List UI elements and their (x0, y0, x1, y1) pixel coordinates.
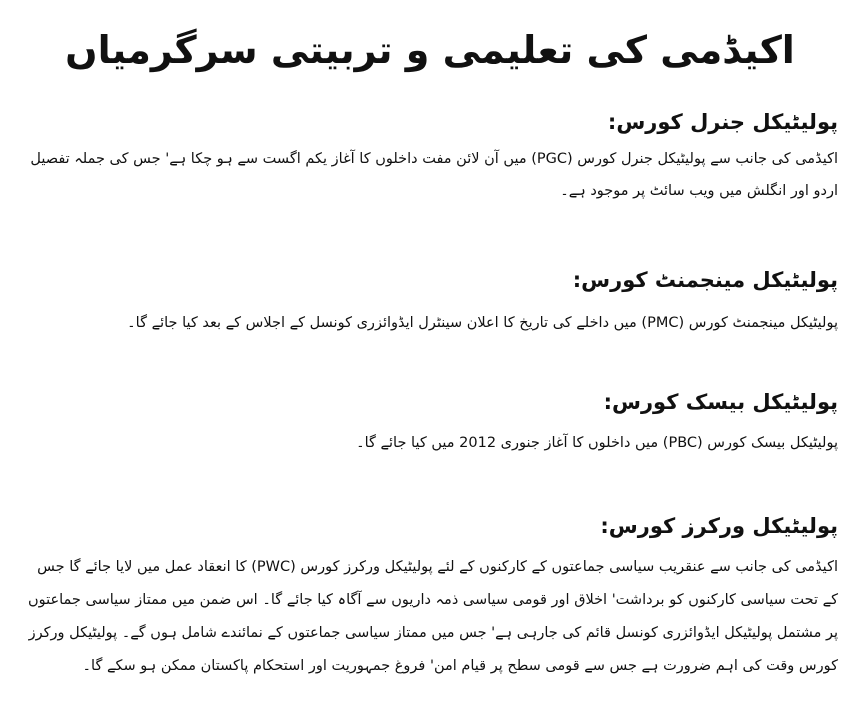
section-body: پولیٹیکل بیسک کورس (PBC) میں داخلوں کا آغاز جنوری 2012 میں کیا جائے گا۔ (356, 435, 838, 451)
section-body: اکیڈمی کی جانب سے عنقریب سیاسی جماعتوں کے کارکنوں کے لئے پولیٹیکل ورکرز کورس (PWC) کا انعقاد عمل میں لایا جائے گا جس کے تحت سیاسی کارکنوں کو برداشت' اخلاق اور قومی سیاسی ذمہ داریوں سے آگاہ کیا جائے گا۔ اس ضمن میں ممتاز سیاسی جماعتوں پر مشتمل پولیٹیکل ایڈوائزری کونسل قائم کی جارہی ہے' جس میں ممتاز سیاسی جماعتوں کے نمائندے شامل ہوں گے۔ پولیٹیکل ورکرز کورس وقت کی اہم ضرورت ہے جس سے قومی سطح پر قیام امن' فروغ جمہوریت اور استحکام پاکستان ممکن ہو سکے گا۔ (27, 559, 838, 674)
section-heading: پولیٹیکل مینجمنٹ کورس: (572, 268, 838, 292)
section-heading: پولیٹیکل بیسک کورس: (603, 390, 838, 414)
section-political-basic-course (18, 385, 838, 459)
section-political-workers-course (18, 509, 838, 683)
page-title: اکیڈمی کی تعلیمی و تربیتی سرگرمیاں (65, 28, 795, 72)
section-body: اکیڈمی کی جانب سے پولیٹیکل جنرل کورس (PGC) میں آن لائن مفت داخلوں کا آغاز یکم اگست سے ہو چکا ہے' جس کی جملہ تفصیل اردو اور انگلش میں ویب سائٹ پر موجود ہے۔ (30, 151, 838, 199)
section-political-management-course (18, 263, 838, 339)
section-body: پولیٹیکل مینجمنٹ کورس (PMC) میں داخلے کی تاریخ کا اعلان سینٹرل ایڈوائزری کونسل کے اجلاس کے بعد کیا جائے گا۔ (127, 315, 838, 331)
section-heading: پولیٹیکل ورکرز کورس: (600, 514, 838, 538)
section-political-general-course (18, 105, 838, 207)
section-heading: پولیٹیکل جنرل کورس: (607, 110, 838, 134)
